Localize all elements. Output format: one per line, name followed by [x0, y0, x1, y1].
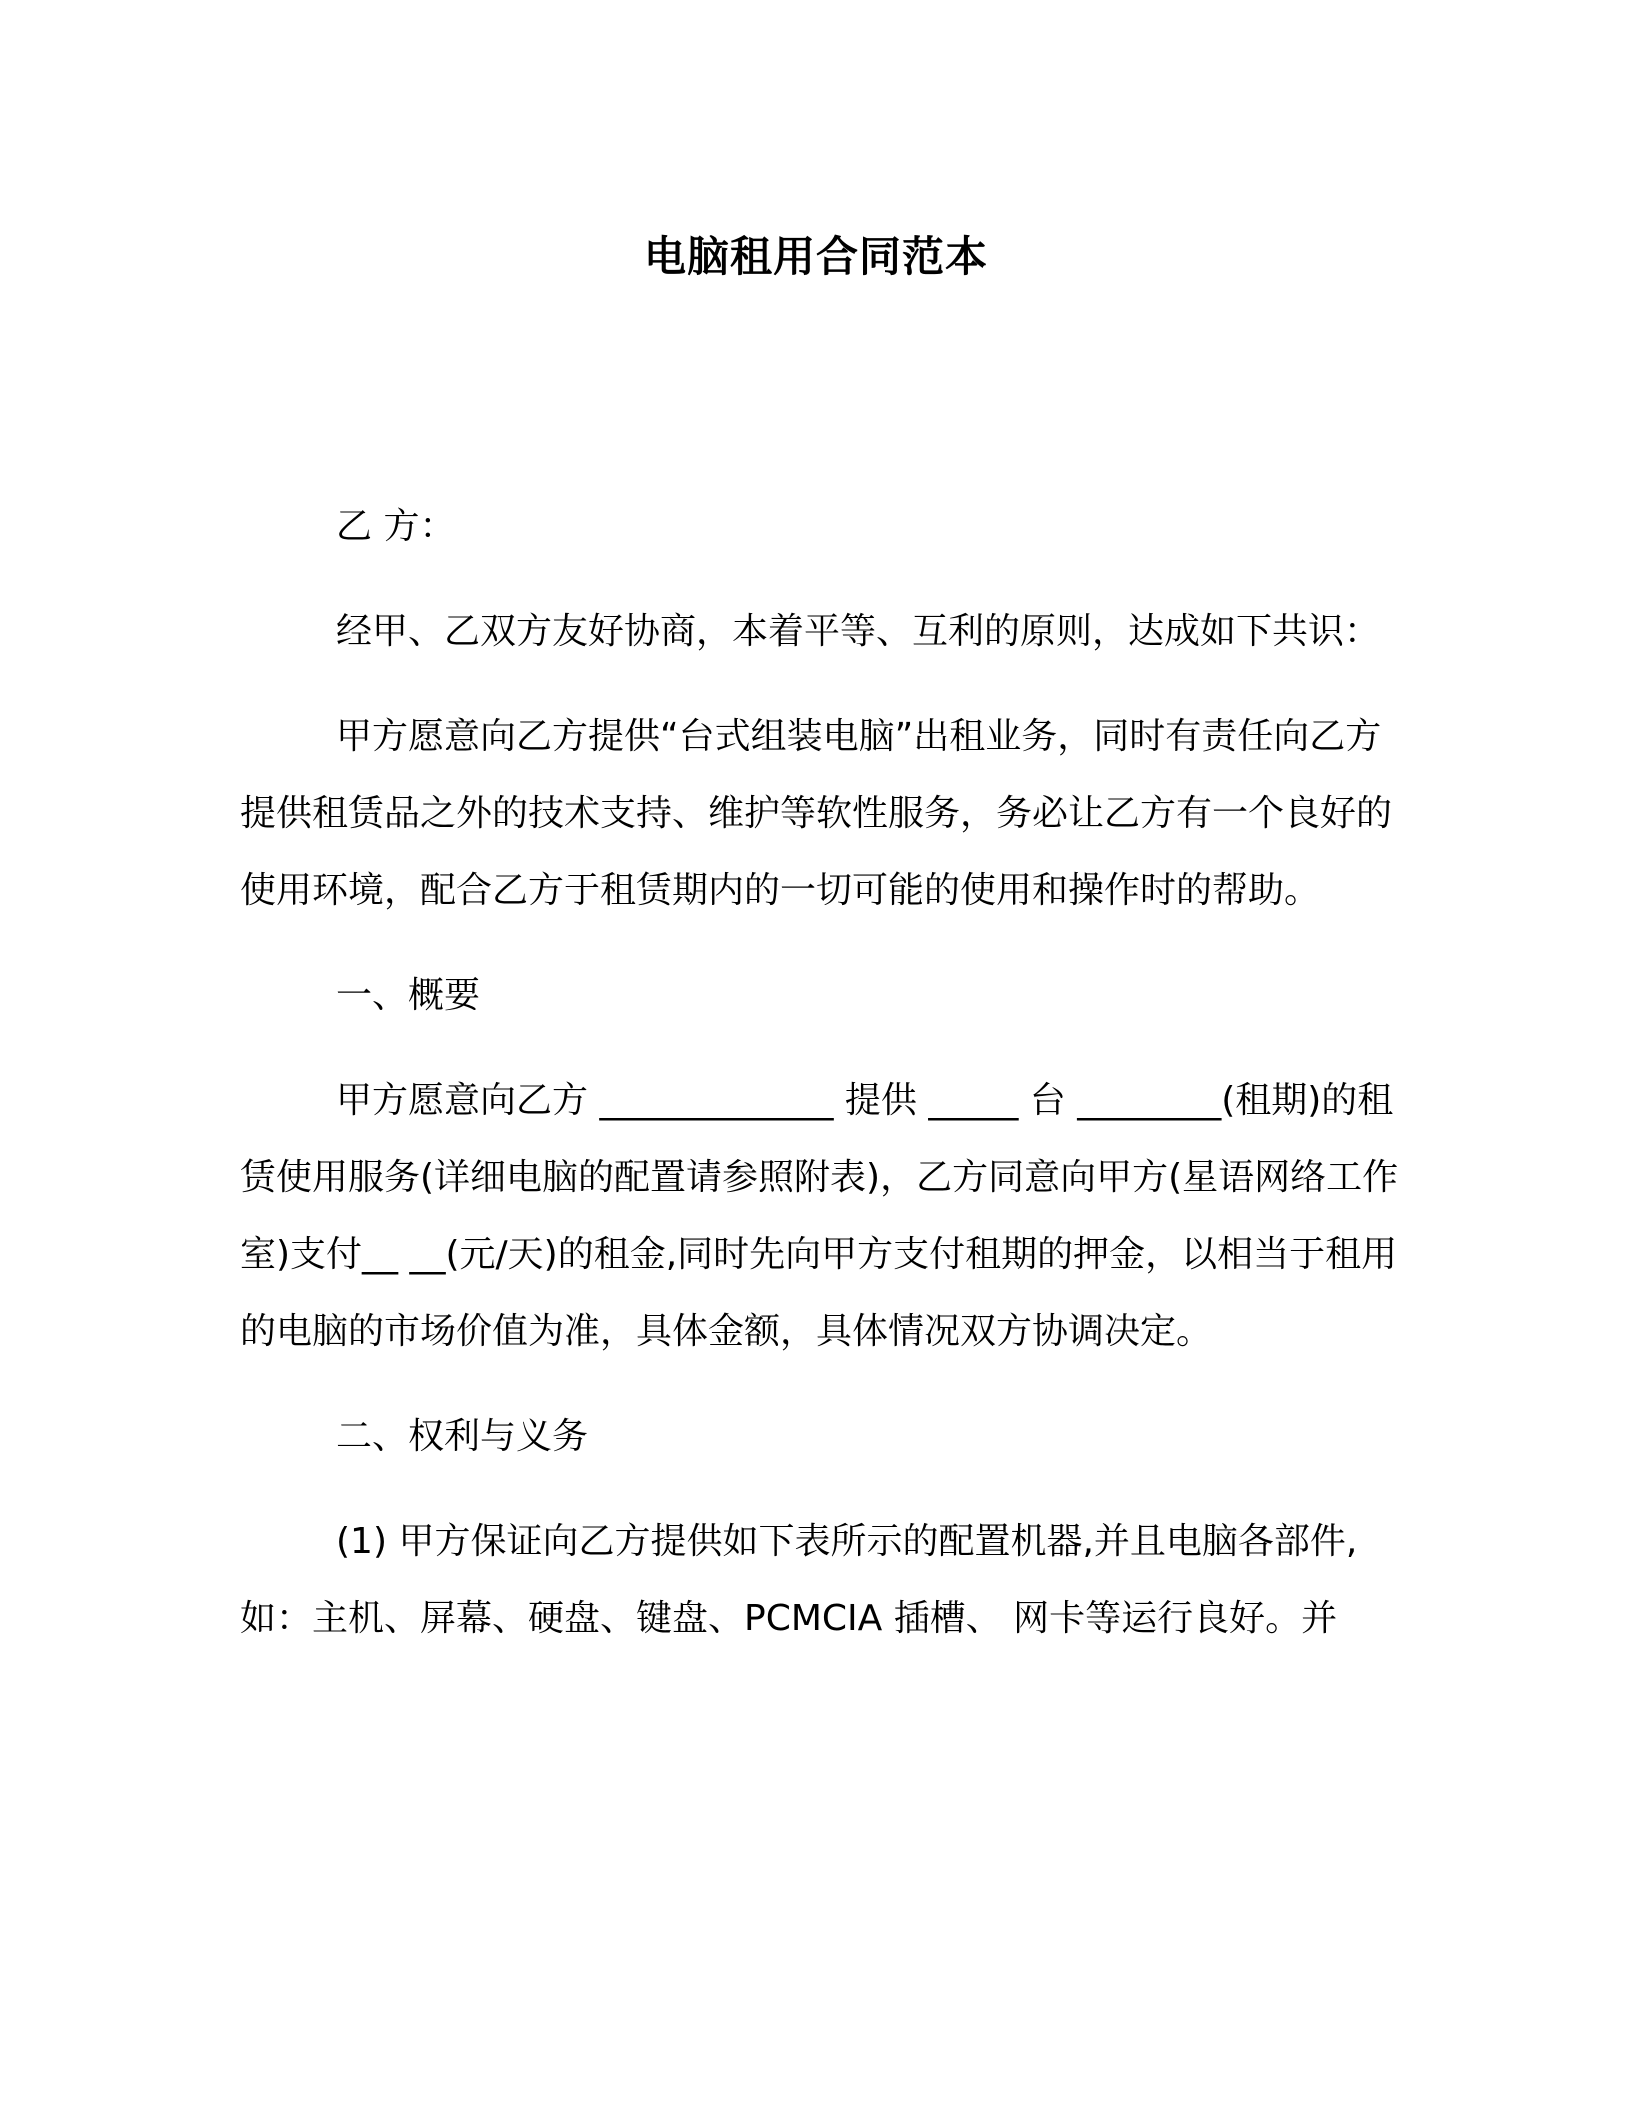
overview-paragraph: 甲方愿意向乙方 _____________ 提供 _____ 台 ________(租期)的租赁使用服务(详细电脑的配置请参照附表)，乙方同意向甲方(星语网络工作室)支付__ __(元/天)的租金,同时先向甲方支付租期的押金，以相当于租用的电脑的市场价值为准，具体金额，具体情况双方协调决定。 — [240, 1080, 1399, 1352]
section-heading-overview: 一、概要 — [336, 975, 481, 1016]
party-b-label: 乙 方： — [336, 506, 456, 547]
intro-paragraph: 经甲、乙双方友好协商，本着平等、互利的原则，达成如下共识： — [336, 611, 1381, 652]
document-body — [240, 488, 1400, 1685]
document-title: 电脑租用合同范本 — [643, 232, 988, 281]
service-paragraph: 甲方愿意向乙方提供“台式组装电脑”出租业务，同时有责任向乙方提供租赁品之外的技术支持、维护等软性服务，务必让乙方有一个良好的使用环境，配合乙方于租赁期内的一切可能的使用和操作时的帮助。 — [240, 716, 1393, 911]
rights-paragraph-1: (1) 甲方保证向乙方提供如下表所示的配置机器,并且电脑各部件,如：主机、屏幕、硬盘、键盘、PCMCIA 插槽、 网卡等运行良好。并 — [240, 1521, 1358, 1639]
section-heading-rights: 二、权利与义务 — [336, 1416, 589, 1457]
